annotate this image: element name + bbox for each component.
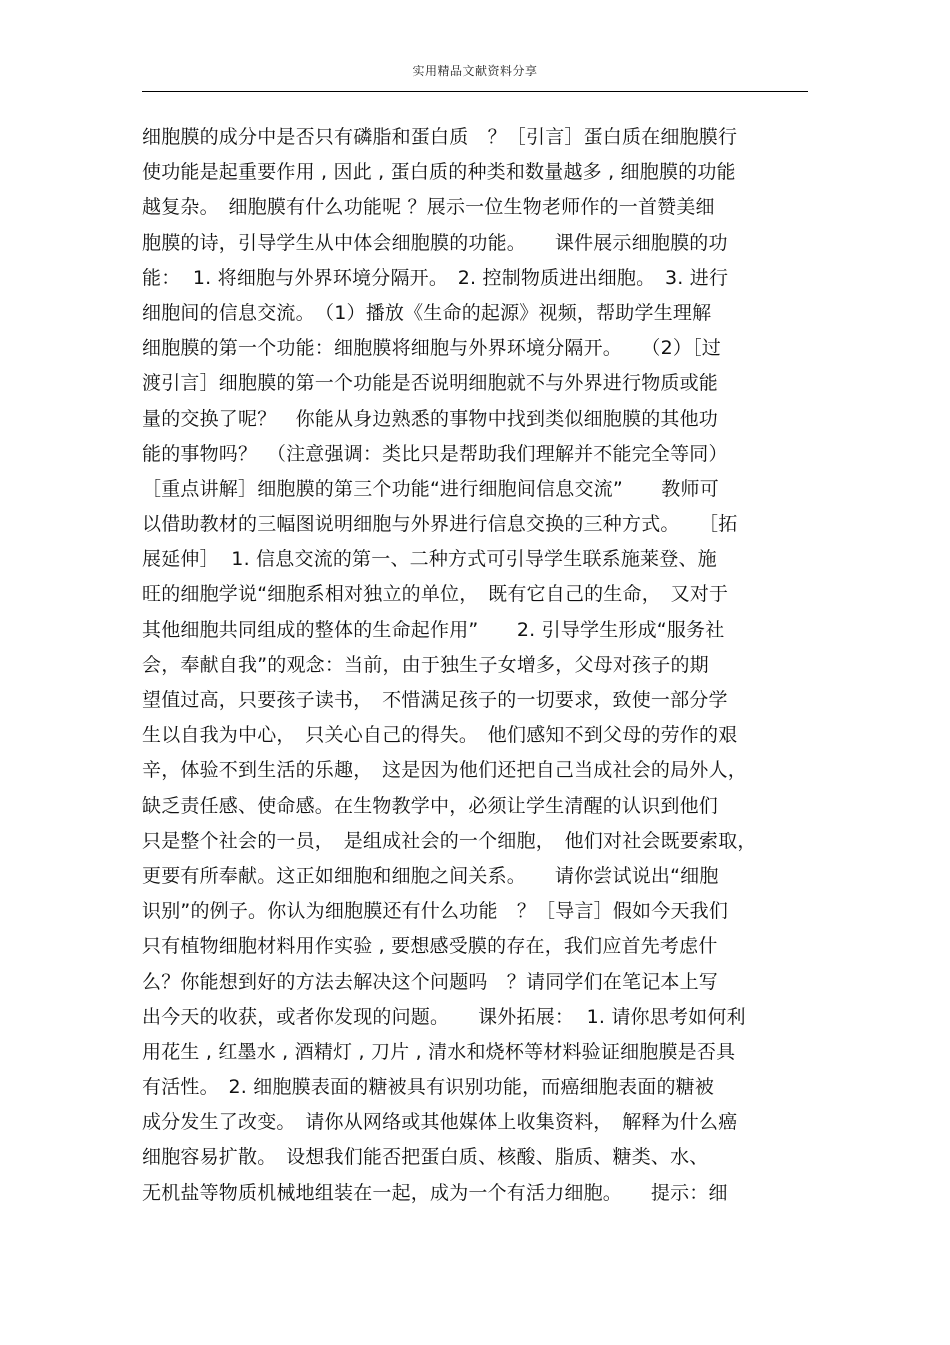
body-line: 只有植物细胞材料用作实验 , 要想感受膜的存在，我们应首先考虑什: [142, 935, 718, 958]
body-line: 使功能是起重要作用 , 因此 , 蛋白质的种类和数量越多 , 细胞膜的功能: [142, 161, 736, 184]
body-line: 量的交换了呢？ 你能从身边熟悉的事物中找到类似细胞膜的其他功: [142, 407, 719, 430]
body-line: 识别”的例子。你认为细胞膜还有什么功能 ？［导言］假如今天我们: [142, 900, 729, 923]
body-text: [142, 120, 812, 1211]
body-line: 会，奉献自我”的观念：当前，由于独生子女增多，父母对孩子的期: [142, 653, 709, 676]
body-line: 用花生 , 红墨水 , 酒精灯 , 刀片 , 清水和烧杯等材料验证细胞膜是否具: [142, 1040, 736, 1063]
body-line: 成分发生了改变。 请你从网络或其他媒体上收集资料， 解释为什么癌: [142, 1111, 738, 1134]
body-line: 生以自我为中心， 只关心自己的得失。 他们感知不到父母的劳作的艰: [142, 724, 738, 747]
body-line: 只是整个社会的一员， 是组成社会的一个细胞， 他们对社会既要索取，: [142, 829, 757, 852]
body-line: 么？你能想到好的方法去解决这个问题吗 ？请同学们在笔记本上写: [142, 970, 719, 993]
body-line: 以借助教材的三幅图说明细胞与外界进行信息交换的三种方式。 ［拓: [142, 513, 738, 536]
body-line: ［重点讲解］细胞膜的第三个功能“进行细胞间信息交流” 教师可: [142, 477, 719, 500]
body-line: 出今天的收获，或者你发现的问题。 课外拓展： 1. 请你思考如何利: [142, 1005, 746, 1028]
body-line: 胞膜的诗，引导学生从中体会细胞膜的功能。 课件展示细胞膜的功: [142, 231, 728, 254]
body-line: 细胞容易扩散。 设想我们能否把蛋白质、核酸、脂质、糖类、水、: [142, 1146, 709, 1169]
page-header-title: 实用精品文献资料分享: [412, 64, 538, 78]
body-line: 其他细胞共同组成的整体的生命起作用” 2. 引导学生形成“服务社: [142, 618, 725, 641]
body-line: 越复杂。 细胞膜有什么功能呢 ？展示一位生物老师作的一首赞美细: [142, 196, 715, 219]
body-line: 望值过高，只要孩子读书， 不惜满足孩子的一切要求，致使一部分学: [142, 689, 728, 711]
body-line: 缺乏责任感、使命感。在生物教学中，必须让学生清醒的认识到他们: [142, 794, 719, 817]
body-line: 渡引言］细胞膜的第一个功能是否说明细胞就不与外界进行物质或能: [142, 372, 719, 395]
body-line: 能： 1. 将细胞与外界环境分隔开。 2. 控制物质进出细胞。 3. 进行: [142, 266, 729, 289]
body-line: 辛，体验不到生活的乐趣， 这是因为他们还把自己当成社会的局外人，: [142, 759, 747, 782]
body-line: 有活性。 2. 细胞膜表面的糖被具有识别功能，而癌细胞表面的糖被: [142, 1076, 715, 1099]
body-line: 旺的细胞学说“细胞系相对独立的单位， 既有它自己的生命， 又对于: [142, 583, 729, 606]
body-line: 更要有所奉献。这正如细胞和细胞之间关系。 请你尝试说出“细胞: [142, 864, 719, 887]
header-divider: [142, 91, 808, 92]
body-line: 展延伸］ 1. 信息交流的第一、二种方式可引导学生联系施莱登、施: [142, 548, 717, 571]
body-line: 无机盐等物质机械地组装在一起，成为一个有活力细胞。 提示：细: [142, 1181, 728, 1204]
body-line: 细胞膜的第一个功能：细胞膜将细胞与外界环境分隔开。 （2）［过: [142, 337, 721, 360]
body-line: 能的事物吗？ （注意强调：类比只是帮助我们理解并不能完全等同）: [142, 442, 728, 465]
body-line: 细胞间的信息交流。 （1）播放《生命的起源》视频，帮助学生理解: [142, 301, 712, 324]
body-line: 细胞膜的成分中是否只有磷脂和蛋白质 ？［引言］蛋白质在细胞膜行: [142, 126, 738, 148]
